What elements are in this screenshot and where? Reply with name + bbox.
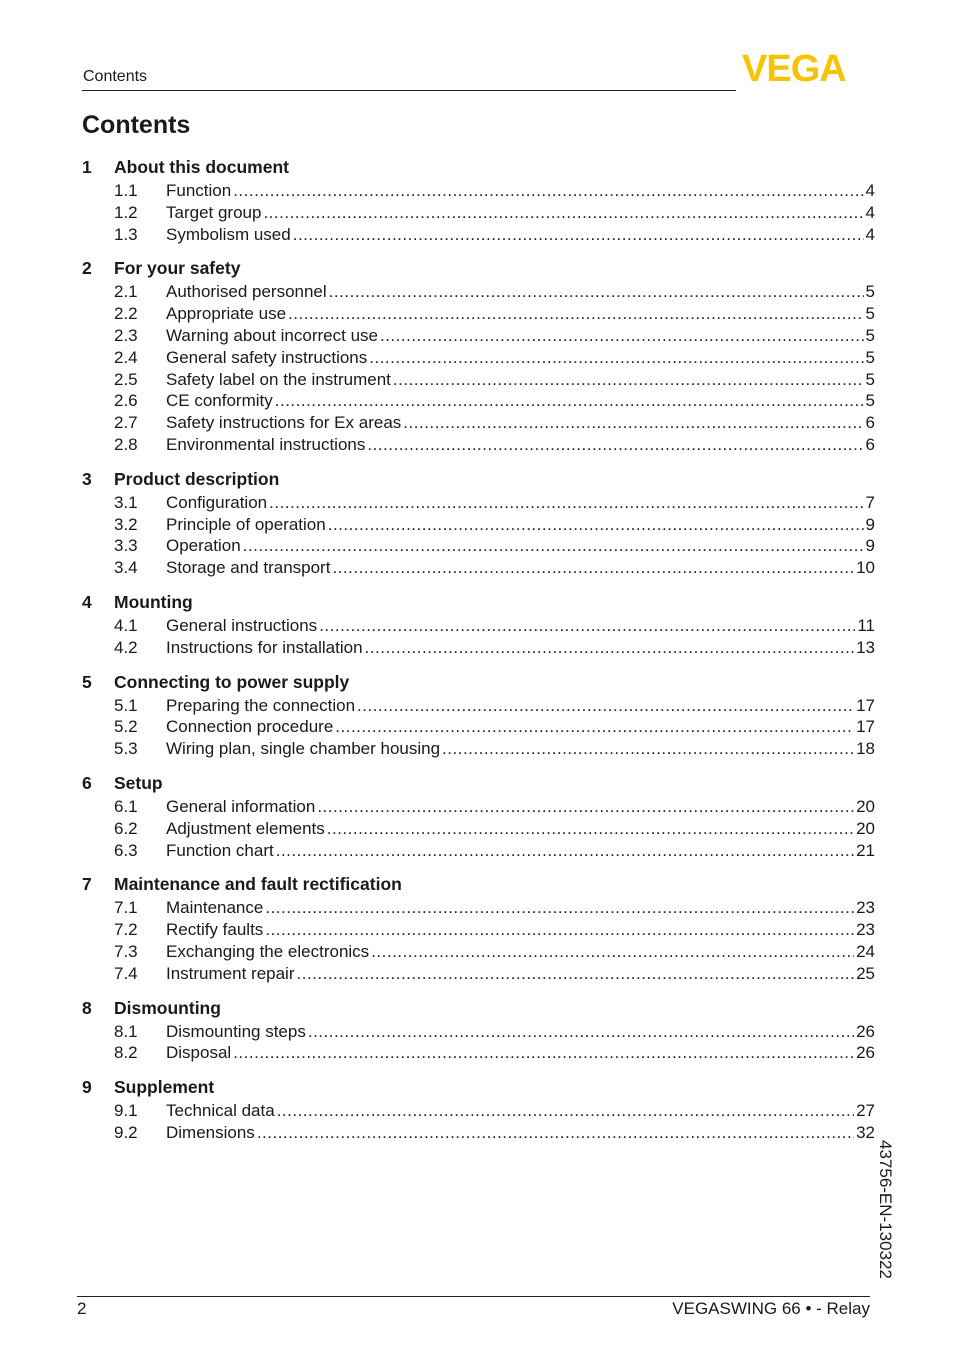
section-title: Maintenance and fault rectification	[114, 874, 402, 895]
entry-title: Principle of operation	[166, 514, 326, 534]
toc-entry[interactable]	[82, 180, 875, 202]
section-title: Mounting	[114, 591, 193, 612]
dot-leader	[308, 1021, 854, 1043]
dot-leader	[329, 281, 864, 303]
toc-entry[interactable]	[82, 615, 875, 637]
entry-page: 27	[856, 1101, 875, 1121]
vega-logo-text: VEGA	[742, 50, 846, 84]
entry-page: 6	[865, 434, 875, 454]
dot-leader	[369, 347, 863, 369]
entry-number: 4.2	[114, 637, 138, 657]
entry-number: 2.4	[114, 347, 138, 367]
dot-leader	[233, 1042, 854, 1064]
entry-number: 4.1	[114, 615, 138, 635]
entry-number: 2.8	[114, 434, 138, 454]
dot-leader	[276, 840, 854, 862]
toc-entry[interactable]	[82, 695, 875, 717]
dot-leader	[357, 695, 854, 717]
toc-entry[interactable]	[82, 325, 875, 347]
entry-number: 2.7	[114, 413, 138, 433]
vega-logo	[742, 50, 872, 84]
entry-number: 5.1	[114, 695, 138, 715]
entry-title: CE conformity	[166, 391, 273, 411]
entry-page: 4	[865, 224, 875, 244]
section-number: 9	[82, 1077, 92, 1098]
section-number: 8	[82, 997, 92, 1018]
toc-entry[interactable]	[82, 818, 875, 840]
section-title: Supplement	[114, 1077, 215, 1098]
toc-entry[interactable]	[82, 492, 875, 514]
entry-number: 7.1	[114, 898, 138, 918]
toc-entry[interactable]	[82, 434, 875, 456]
dot-leader	[277, 1100, 854, 1122]
entry-title: General instructions	[166, 615, 318, 635]
toc-entry[interactable]	[82, 796, 875, 818]
entry-number: 6.3	[114, 840, 138, 860]
toc-section-heading[interactable]	[82, 871, 875, 897]
dot-leader	[335, 716, 854, 738]
entry-number: 6.2	[114, 818, 138, 838]
toc-entry[interactable]	[82, 637, 875, 659]
toc-entry[interactable]	[82, 281, 875, 303]
toc-entry[interactable]	[82, 369, 875, 391]
toc-section	[82, 466, 875, 579]
toc-section-heading[interactable]	[82, 589, 875, 615]
entry-page: 11	[857, 615, 875, 635]
toc-section	[82, 770, 875, 861]
entry-number: 9.1	[114, 1101, 138, 1121]
entry-title: Rectify faults	[166, 920, 264, 940]
entry-title: Exchanging the electronics	[166, 941, 370, 961]
entry-title: Appropriate use	[166, 304, 287, 324]
entry-page: 5	[865, 282, 875, 302]
toc-section-heading[interactable]	[82, 255, 875, 281]
dot-leader	[403, 412, 863, 434]
entry-number: 1.2	[114, 202, 138, 222]
toc-entry[interactable]	[82, 919, 875, 941]
toc-entry[interactable]	[82, 390, 875, 412]
entry-number: 5.3	[114, 739, 138, 759]
entry-title: Instructions for installation	[166, 637, 363, 657]
entry-number: 1.3	[114, 224, 138, 244]
toc-entry[interactable]	[82, 738, 875, 760]
entry-title: Disposal	[166, 1043, 232, 1063]
dot-leader	[293, 224, 864, 246]
document-code: 43756-EN-130322	[876, 1140, 895, 1279]
toc-entry[interactable]	[82, 1021, 875, 1043]
entry-number: 7.3	[114, 941, 138, 961]
entry-title: Connection procedure	[166, 717, 334, 737]
toc-entry[interactable]	[82, 412, 875, 434]
dot-leader	[367, 434, 863, 456]
toc-section	[82, 995, 875, 1065]
dot-leader	[265, 897, 854, 919]
dot-leader	[233, 180, 863, 202]
entry-number: 2.6	[114, 391, 138, 411]
entry-number: 2.5	[114, 369, 138, 389]
section-title: About this document	[114, 157, 289, 177]
dot-leader	[297, 963, 855, 985]
toc-entry[interactable]	[82, 514, 875, 536]
entry-page: 4	[865, 181, 875, 200]
entry-number: 2.3	[114, 325, 138, 345]
entry-page: 13	[856, 637, 875, 657]
product-name: VEGASWING 66 • - Relay	[672, 1299, 870, 1318]
entry-page: 26	[856, 1043, 875, 1063]
entry-number: 2.1	[114, 282, 138, 302]
entry-title: Safety instructions for Ex areas	[166, 413, 402, 433]
entry-page: 10	[856, 558, 875, 578]
toc-section	[82, 669, 875, 760]
dot-leader	[275, 390, 864, 412]
entry-title: General information	[166, 796, 316, 816]
entry-title: Warning about incorrect use	[166, 325, 378, 345]
entry-title: Symbolism used	[166, 224, 291, 244]
entry-title: Safety label on the instrument	[166, 369, 391, 389]
toc-entry[interactable]	[82, 303, 875, 325]
entry-title: Environmental instructions	[166, 434, 366, 454]
header-rule	[82, 90, 736, 91]
toc-entry[interactable]	[82, 1042, 875, 1064]
entry-title: General safety instructions	[166, 347, 368, 367]
entry-number: 3.3	[114, 536, 138, 556]
section-number: 5	[82, 671, 92, 692]
dot-leader	[319, 615, 855, 637]
entry-page: 5	[865, 347, 875, 367]
toc-section-heading[interactable]	[82, 1074, 875, 1100]
toc-section-heading[interactable]	[82, 466, 875, 492]
entry-number: 8.1	[114, 1021, 138, 1041]
entry-number: 3.2	[114, 514, 138, 534]
dot-leader	[371, 941, 854, 963]
entry-title: Dismounting steps	[166, 1021, 306, 1041]
entry-number: 6.1	[114, 796, 138, 816]
entry-page: 5	[865, 369, 875, 389]
page-title: Contents	[82, 111, 191, 139]
entry-title: Target group	[166, 202, 262, 222]
toc-section	[82, 589, 875, 659]
entry-title: Function chart	[166, 840, 274, 860]
dot-leader	[327, 818, 854, 840]
entry-title: Function	[166, 181, 232, 200]
entry-page: 18	[856, 739, 875, 759]
dot-leader	[332, 557, 854, 579]
section-number: 4	[82, 591, 92, 612]
entry-page: 25	[856, 963, 875, 983]
toc-entry[interactable]	[82, 557, 875, 579]
entry-page: 20	[856, 796, 875, 816]
toc-entry[interactable]	[82, 1122, 875, 1144]
section-number: 3	[82, 468, 92, 489]
section-title: Connecting to power supply	[114, 671, 350, 692]
entry-page: 23	[856, 920, 875, 940]
section-number: 6	[82, 772, 92, 793]
toc-section-heading[interactable]	[82, 770, 875, 796]
entry-title: Technical data	[166, 1101, 275, 1121]
entry-page: 26	[856, 1021, 875, 1041]
entry-number: 7.2	[114, 920, 138, 940]
toc-entry[interactable]	[82, 1100, 875, 1122]
dot-leader	[365, 637, 855, 659]
toc-section-heading[interactable]	[82, 154, 875, 180]
entry-title: Configuration	[166, 492, 268, 512]
entry-title: Adjustment elements	[166, 818, 325, 838]
entry-number: 9.2	[114, 1122, 138, 1142]
section-title: Setup	[114, 772, 163, 793]
entry-title: Wiring plan, single chamber housing	[166, 739, 441, 759]
dot-leader	[269, 492, 863, 514]
toc-entry[interactable]	[82, 202, 875, 224]
entry-title: Preparing the connection	[166, 695, 356, 715]
toc-section-heading[interactable]	[82, 995, 875, 1021]
toc-section	[82, 255, 875, 455]
entry-title: Dimensions	[166, 1122, 255, 1142]
section-number: 2	[82, 258, 92, 279]
entry-title: Operation	[166, 536, 241, 556]
dot-leader	[317, 796, 854, 818]
toc-section-heading[interactable]	[82, 669, 875, 695]
toc-section	[82, 871, 875, 984]
toc-entry[interactable]	[82, 963, 875, 985]
header-label: Contents	[83, 68, 148, 85]
entry-number: 8.2	[114, 1043, 138, 1063]
entry-page: 9	[865, 514, 875, 534]
dot-leader	[442, 738, 854, 760]
section-title: Dismounting	[114, 997, 221, 1018]
page-number: 2	[77, 1299, 87, 1318]
entry-title: Maintenance	[166, 898, 264, 918]
entry-page: 4	[865, 202, 875, 222]
toc-entry[interactable]	[82, 941, 875, 963]
entry-number: 3.4	[114, 558, 138, 578]
entry-page: 9	[865, 536, 875, 556]
toc-section	[82, 1074, 875, 1144]
dot-leader	[263, 202, 863, 224]
section-title: Product description	[114, 468, 280, 489]
entry-page: 32	[856, 1122, 875, 1142]
dot-leader	[243, 535, 864, 557]
toc-entry[interactable]	[82, 347, 875, 369]
dot-leader	[393, 369, 864, 391]
toc-entry[interactable]	[82, 840, 875, 862]
entry-page: 5	[865, 391, 875, 411]
entry-number: 5.2	[114, 717, 138, 737]
section-title: For your safety	[114, 258, 241, 279]
toc-entry[interactable]	[82, 535, 875, 557]
entry-title: Authorised personnel	[166, 282, 327, 302]
dot-leader	[328, 514, 864, 536]
entry-page: 5	[865, 325, 875, 345]
dot-leader	[288, 303, 864, 325]
dot-leader	[380, 325, 864, 347]
section-number: 1	[82, 157, 92, 177]
toc-entry[interactable]	[82, 716, 875, 738]
entry-page: 5	[865, 304, 875, 324]
entry-title: Instrument repair	[166, 963, 295, 983]
toc-section	[82, 154, 875, 245]
toc-entry[interactable]	[82, 224, 875, 246]
entry-page: 17	[856, 717, 875, 737]
footer-rule	[77, 1296, 870, 1297]
entry-page: 21	[856, 840, 875, 860]
entry-number: 2.2	[114, 304, 138, 324]
dot-leader	[257, 1122, 854, 1144]
table-of-contents	[82, 154, 875, 1154]
section-number: 7	[82, 874, 92, 895]
entry-page: 6	[865, 413, 875, 433]
toc-entry[interactable]	[82, 897, 875, 919]
entry-page: 17	[856, 695, 875, 715]
entry-title: Storage and transport	[166, 558, 331, 578]
entry-page: 23	[856, 898, 875, 918]
entry-number: 7.4	[114, 963, 138, 983]
entry-number: 1.1	[114, 181, 138, 200]
entry-page: 20	[856, 818, 875, 838]
entry-number: 3.1	[114, 492, 138, 512]
entry-page: 24	[856, 941, 875, 961]
entry-page: 7	[865, 492, 875, 512]
dot-leader	[265, 919, 854, 941]
